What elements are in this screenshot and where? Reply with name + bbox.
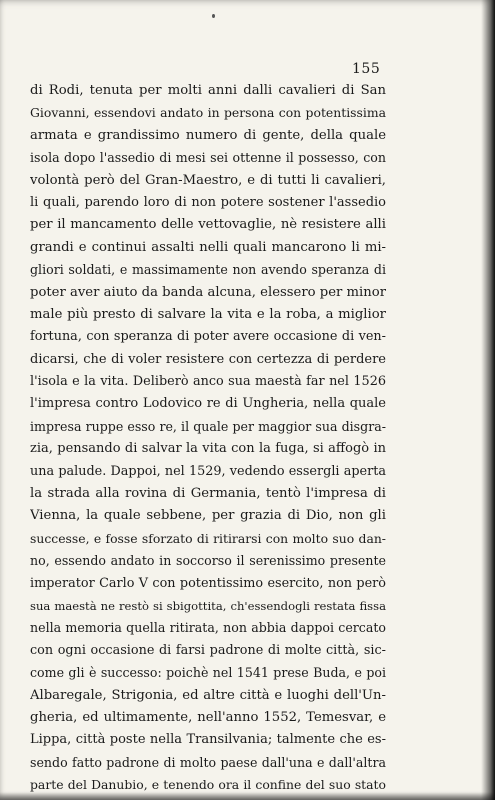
text-line: fortuna, con speranza di poter avere occasione di ven- (30, 329, 386, 345)
ink-speck (212, 14, 215, 18)
page-number: 155 (352, 61, 381, 77)
text-line: per il mancamento delle vettovaglie, nè resistere alli (30, 217, 386, 233)
text-line: imperator Carlo V con potentissimo esercito, non però (30, 575, 386, 591)
text-line: di Rodi, tenuta per molti anni dalli cavalieri di San (30, 83, 386, 98)
text-line: impresa ruppe esso re, il quale per maggior sua disgra- (30, 418, 386, 434)
text-line: isola dopo l'assedio di mesi sei ottenne il possesso, con (30, 150, 386, 166)
text-line: Lippa, città poste nella Transilvania; talmente che es- (30, 732, 386, 748)
page-bottom-shadow (0, 792, 495, 800)
text-line: una palude. Dappoi, nel 1529, vedendo essergli aperta (30, 463, 386, 479)
text-line: sendo fatto padrone di molto paese dall'una e dall'altra (30, 754, 386, 770)
text-line: come gli è successo: poichè nel 1541 prese Buda, e poi (30, 665, 386, 681)
text-line: Vienna, la quale sebbene, per grazia di Dio, non gli (30, 508, 386, 524)
text-line: l'impresa contro Lodovico re di Ungheria, nella quale (30, 396, 386, 412)
body-text (30, 80, 386, 797)
text-line: parte del Danubio, e tenendo ora il confine del suo stato (30, 777, 386, 793)
text-line: successe, e fosse sforzato di ritirarsi con molto suo dan- (30, 530, 386, 546)
text-line: zia, pensando di salvar la vita con la fuga, si affogò in (30, 441, 386, 457)
text-line: no, essendo andato in soccorso il serenissimo presente (30, 553, 386, 569)
text-line: la strada alla rovina di Germania, tentò l'impresa di (30, 486, 386, 502)
text-line: male più presto di salvare la vita e la roba, a miglior (30, 306, 386, 322)
text-line: l'isola e la vita. Deliberò anco sua maestà far nel 1526 (30, 374, 386, 390)
text-line: grandi e continui assalti nelli quali mancarono li mi- (30, 239, 386, 255)
text-line: poter aver aiuto da banda alcuna, elessero per minor (30, 284, 386, 300)
text-line: gheria, ed ultimamente, nell'anno 1552, Temesvar, e (30, 709, 386, 725)
text-line: dicarsi, che di voler resistere con certezza di perdere (30, 351, 386, 367)
text-line: Giovanni, essendovi andato in persona con potentissima (30, 105, 386, 121)
page-edge-shadow (481, 0, 495, 800)
text-line: con ogni occasione di farsi padrone di molte città, sic- (30, 642, 386, 658)
text-line: volontà però del Gran-Maestro, e di tutti li cavalieri, (30, 172, 386, 188)
text-line: armata e grandissimo numero di gente, della quale (30, 127, 386, 143)
text-line: nella memoria quella ritirata, non abbia dappoi cercato (30, 620, 386, 636)
text-line: li quali, parendo loro di non potere sostener l'assedio (30, 194, 386, 210)
text-line: Albaregale, Strigonia, ed altre città e luoghi dell'Un- (30, 687, 386, 703)
text-line: sua maestà ne restò si sbigottita, ch'essendogli restata fissa (30, 598, 386, 613)
text-line: gliori soldati, e massimamente non avendo speranza di (30, 262, 386, 278)
